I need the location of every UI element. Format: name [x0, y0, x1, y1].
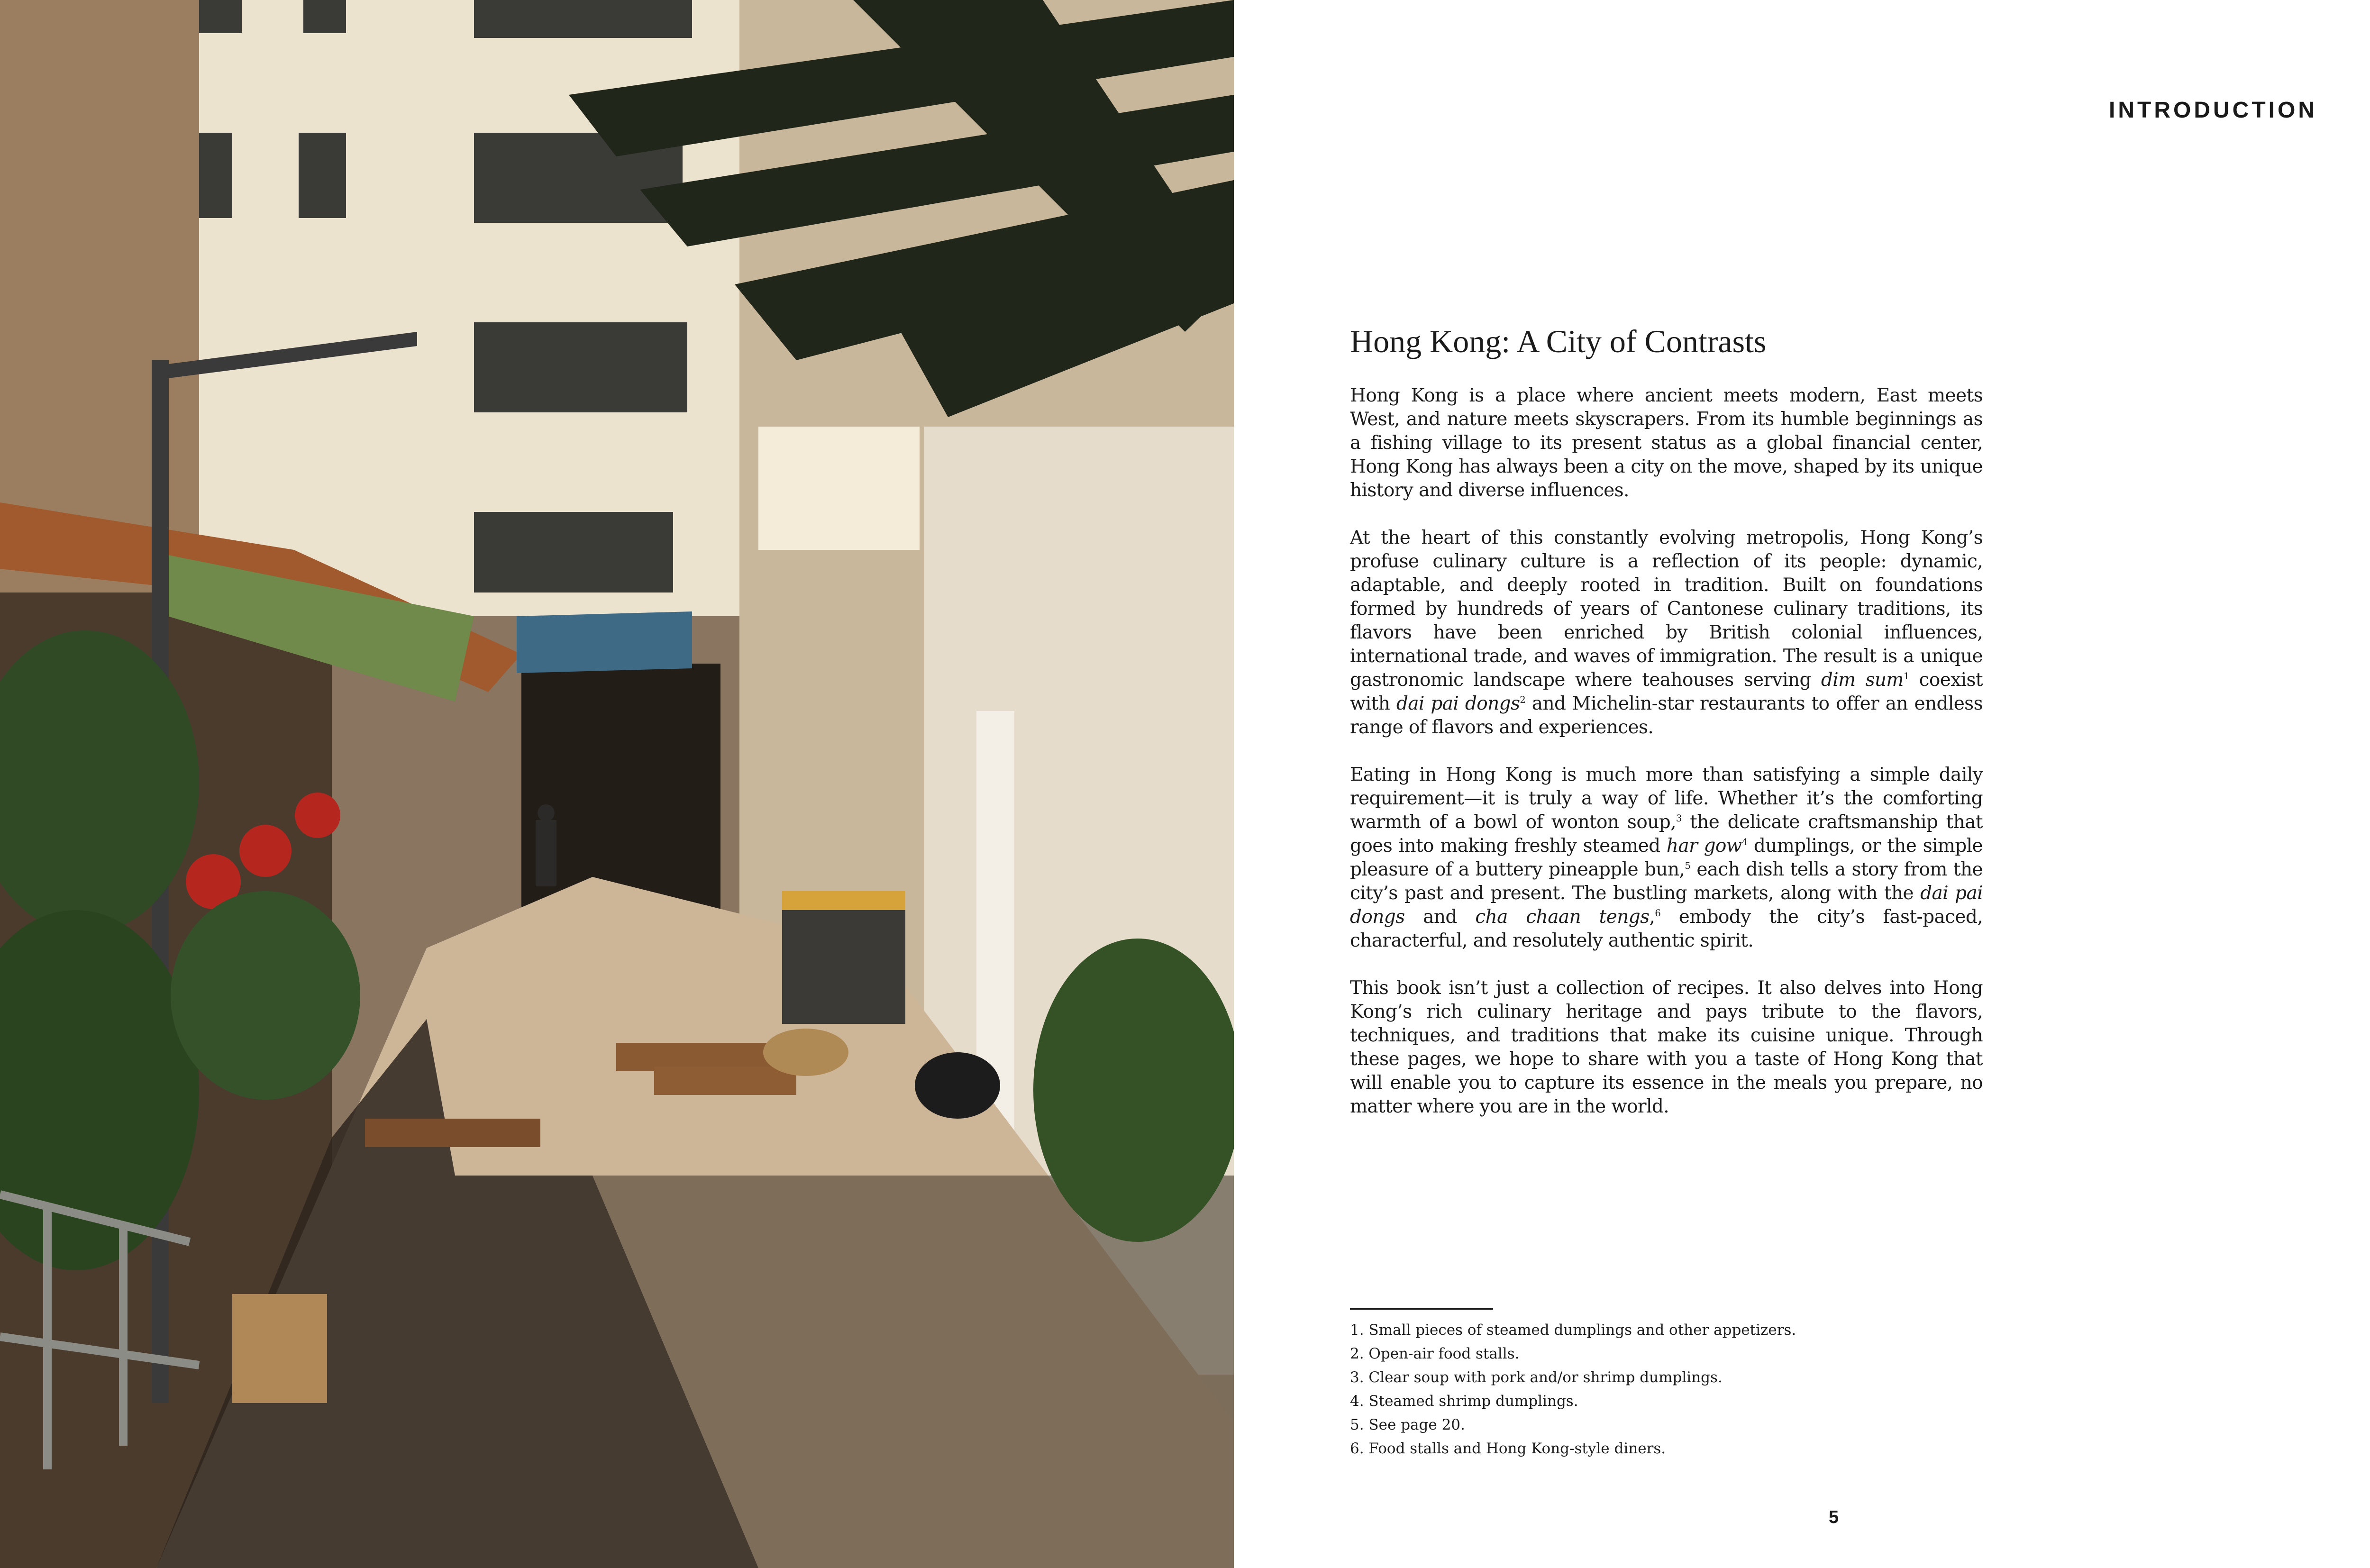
p3-text-a: Eating in Hong Kong is much more than satisfying a simple daily requirement—it is truly a way of life. Whether it’s the comforting warmth of a bowl of wonton soup, — [1350, 764, 1983, 833]
footnote-3: 3. Clear soup with pork and/or shrimp dumplings. — [1350, 1369, 1723, 1386]
footnote-4: 4. Steamed shrimp dumplings. — [1350, 1393, 1578, 1410]
footnote-ref-1[interactable]: 1 — [1903, 670, 1909, 682]
p3-text-c: dumplings, or the simple pleasure of a buttery pineapple bun, — [1350, 835, 1983, 880]
footnote-ref-3[interactable]: 3 — [1676, 812, 1682, 824]
p3-text-e: and — [1404, 906, 1476, 928]
footnote-ref-2[interactable]: 2 — [1520, 694, 1526, 705]
p2-text-a: At the heart of this constantly evolving metropolis, Hong Kong’s profuse culinary culture is a reflection of its people: dynamic, adaptable, and deeply rooted in tradition. Built on foundations formed by hundreds of years of Cantonese culinary traditions, its flavors have been enriched by British colonial influences, international trade, and waves of immigration. The result is a unique gastronomic landscape where teahouses serving — [1350, 527, 1983, 691]
distant-pedestrian — [536, 820, 556, 886]
drying-tray-3 — [365, 1119, 540, 1147]
article-title: Hong Kong: A City of Contrasts — [1350, 323, 1767, 359]
footnote-rule — [1350, 1308, 1493, 1310]
footnote-ref-4[interactable]: 4 — [1741, 836, 1748, 848]
p2-text-c: and Michelin-star restaurants to offer an endless range of flavors and experiences. — [1350, 693, 1983, 738]
footnote-6: 6. Food stalls and Hong Kong-style diners. — [1350, 1440, 1666, 1457]
footnotes — [1350, 1308, 1983, 1460]
running-head: INTRODUCTION — [2109, 98, 2317, 123]
p3-text-f: , — [1649, 906, 1655, 928]
paragraph-2 — [1350, 526, 1983, 739]
footnote-5: 5. See page 20. — [1350, 1416, 1465, 1433]
crate-stack — [782, 901, 905, 1024]
yellow-crate — [782, 891, 905, 910]
footnote-ref-5[interactable]: 5 — [1685, 860, 1691, 871]
p3-text-d: each dish tells a story from the city’s past and present. The bustling markets, along with the — [1350, 858, 1983, 904]
red-lantern — [239, 825, 292, 877]
potted-plants-right — [1033, 939, 1234, 1242]
paragraph-3 — [1350, 763, 1983, 953]
page-number: 5 — [1829, 1507, 1839, 1527]
paragraph-4: This book isn’t just a collection of recipes. It also delves into Hong Kong’s rich culinary heritage and pays tribute to the flavors, techniques, and traditions that make its cuisine unique. Through these pages, we hope to share with you a taste of Hong Kong that will enable you to capture its essence in the meals you prepare, no matter where you are in the world. — [1350, 977, 1983, 1117]
footnote-2: 2. Open-air food stalls. — [1350, 1345, 1520, 1362]
p2-text-b: coexist with — [1350, 669, 1983, 714]
paragraph-1: Hong Kong is a place where ancient meets modern, East meets West, and nature meets skyscrapers. From its humble beginnings as a fishing village to its present status as a global financial center, Hong Kong has always been a city on the move, shaped by its unique history and diverse influences. — [1350, 384, 1983, 501]
p3-text-g: embody the city’s fast-paced, characterful, and resolutely authentic spirit. — [1350, 906, 1983, 951]
left-building — [0, 0, 199, 593]
right-window-block — [758, 427, 920, 550]
text-page — [1234, 0, 2370, 1568]
term-dai-pai-dongs-2: dai pai dongs — [1350, 882, 1983, 928]
drying-basket — [763, 1029, 848, 1076]
p3-text-b: the delicate craftsmanship that goes into making freshly steamed — [1350, 811, 1983, 857]
drying-tray-2 — [654, 1067, 796, 1095]
footnote-ref-6[interactable]: 6 — [1655, 907, 1661, 919]
article — [1350, 322, 1983, 1142]
term-dim-sum: dim sum — [1821, 669, 1904, 691]
cardboard-box — [232, 1294, 327, 1403]
pedestrian-head — [538, 804, 555, 821]
shrub-left-2 — [171, 891, 360, 1100]
footnote-1: 1. Small pieces of steamed dumplings and other appetizers. — [1350, 1322, 1796, 1339]
term-har-gow: har gow — [1666, 835, 1742, 857]
term-cha-chaan-tengs: cha chaan tengs — [1475, 906, 1650, 928]
trash-bag — [915, 1052, 1000, 1119]
term-dai-pai-dongs: dai pai dongs — [1396, 693, 1520, 714]
red-lantern-2 — [295, 793, 340, 838]
awning-blue — [517, 611, 692, 673]
